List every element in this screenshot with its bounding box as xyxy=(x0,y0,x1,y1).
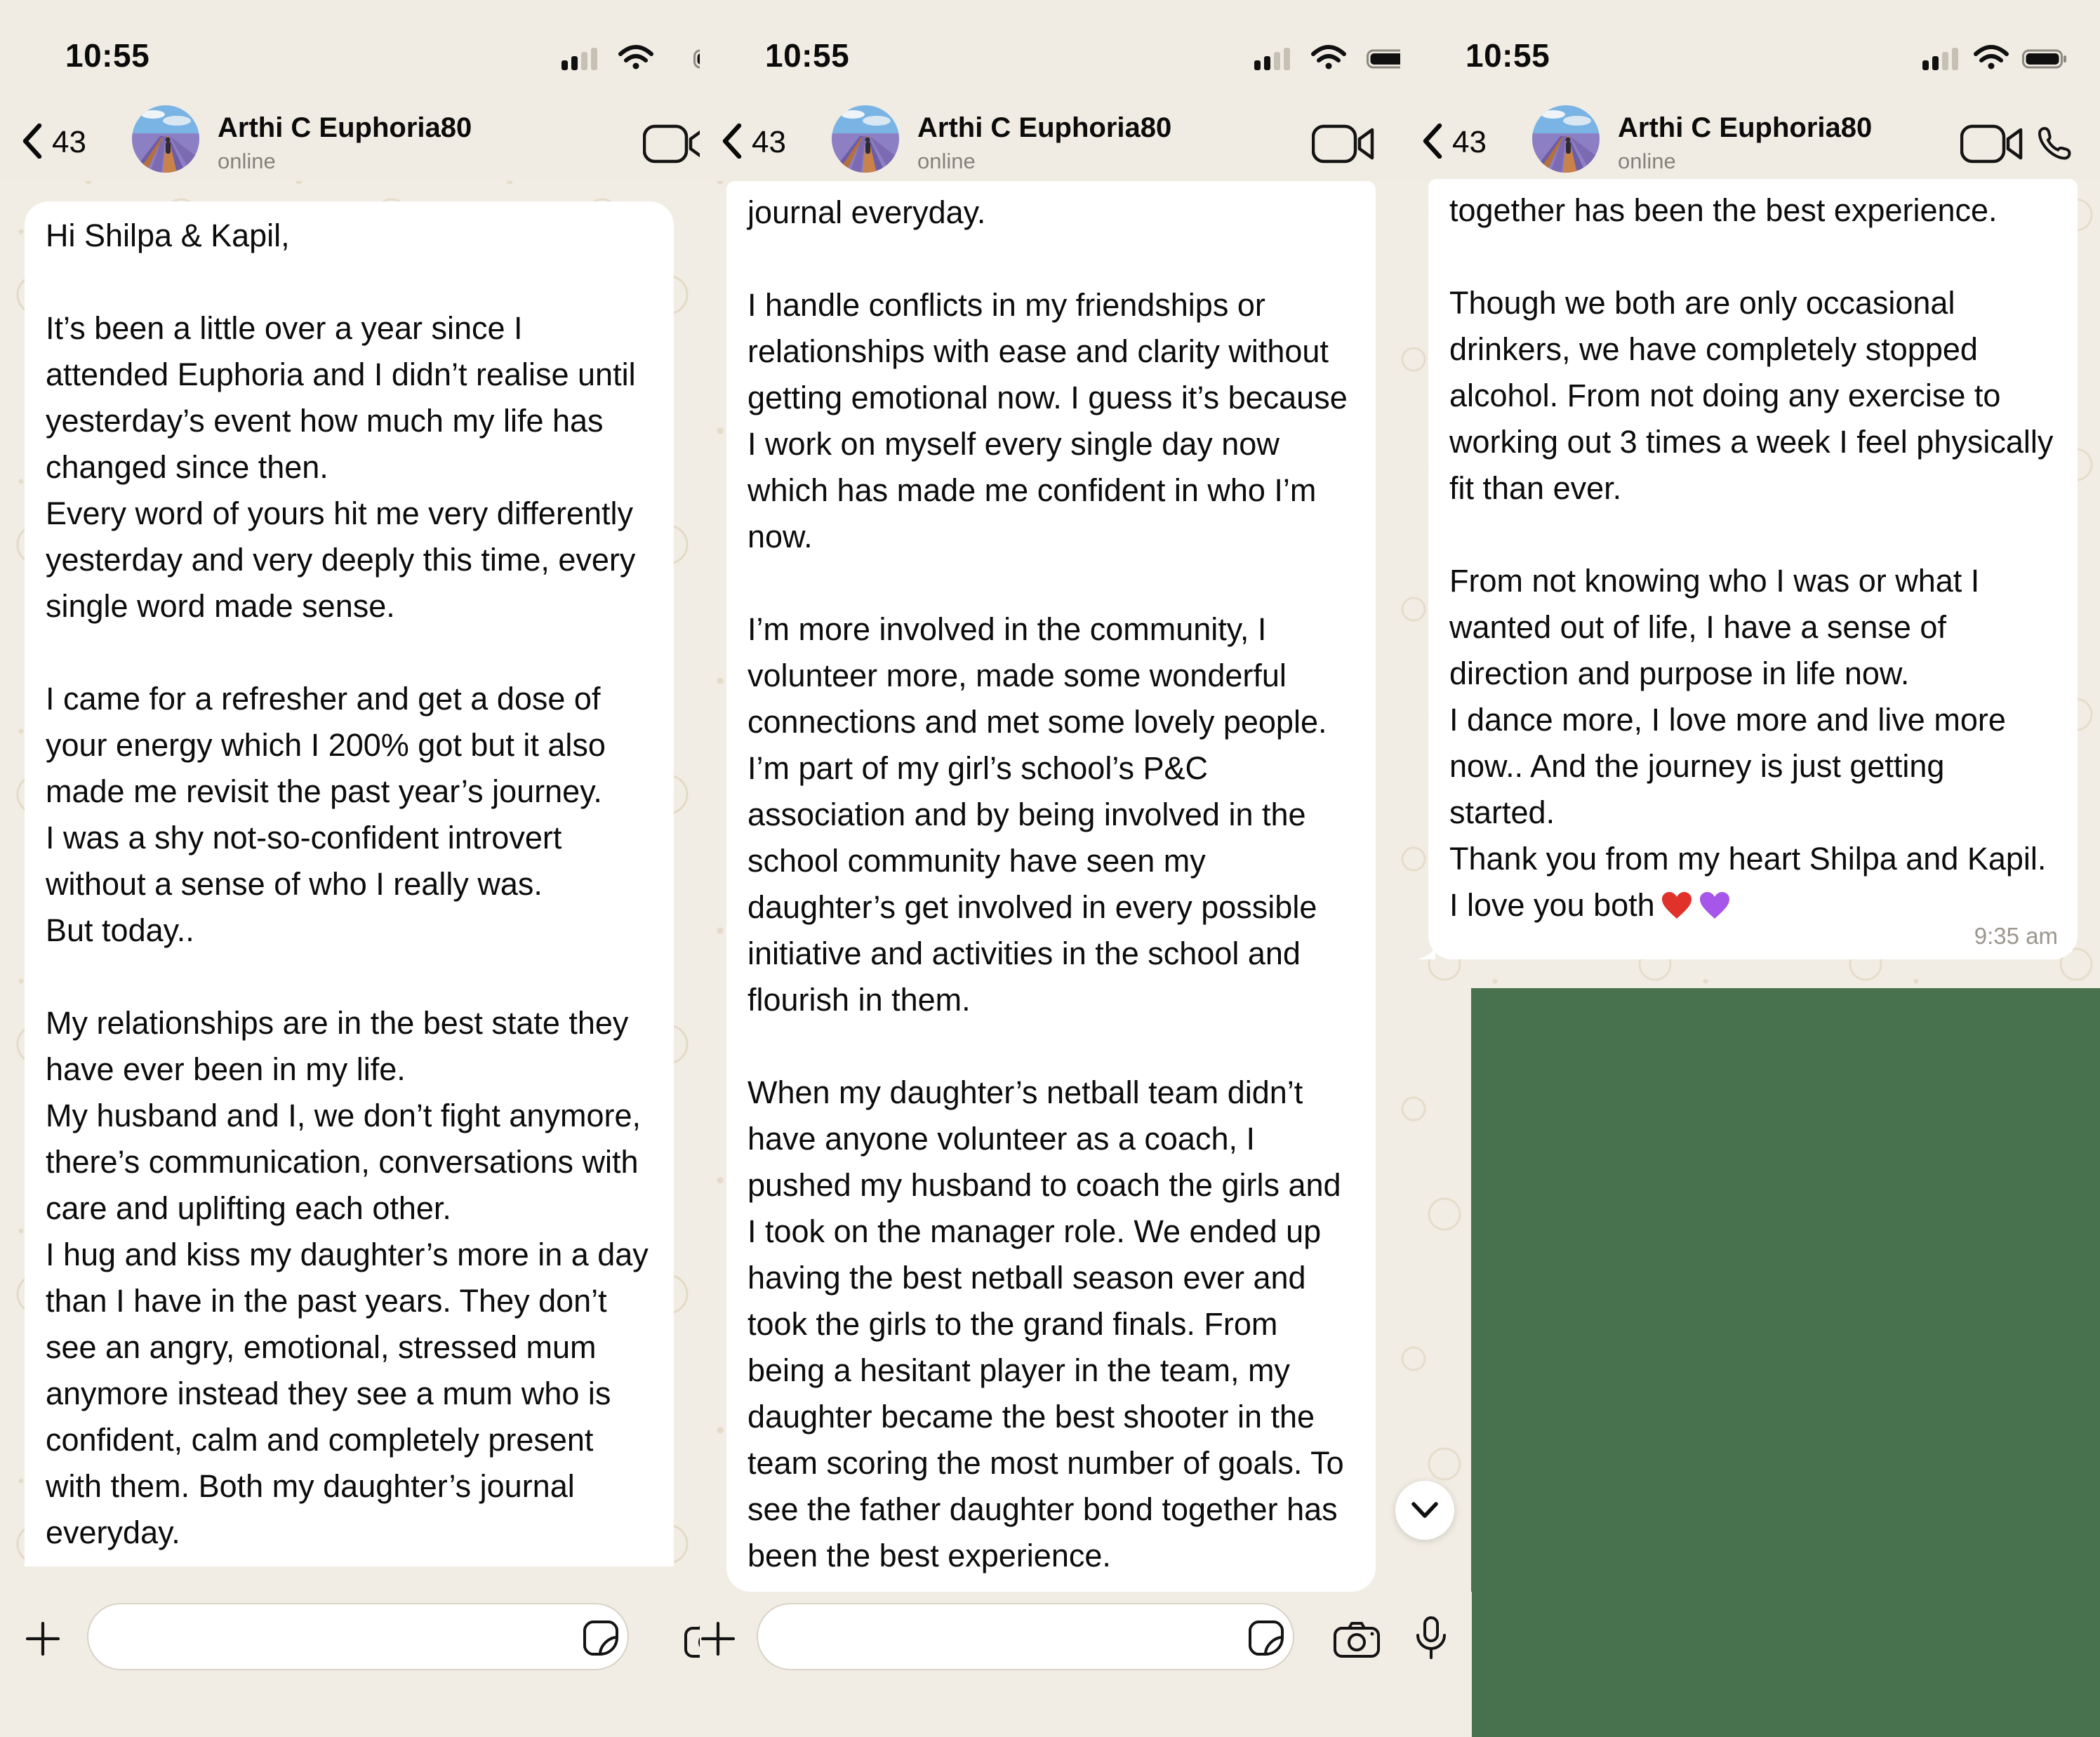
sticker-icon[interactable] xyxy=(581,1618,620,1658)
status-time: 10:55 xyxy=(1466,37,1550,74)
message-bubble-part-3 xyxy=(1428,179,2078,959)
green-image-placeholder xyxy=(1471,988,2100,1737)
message-blank-line xyxy=(1449,234,2056,280)
message-text-line: My relationships are in the best state they have ever been in my life. xyxy=(46,1005,629,1087)
back-chevron-icon[interactable] xyxy=(22,124,42,159)
contact-name: Arthi C Euphoria80 xyxy=(1618,112,1873,143)
battery-icon xyxy=(2022,48,2068,70)
message-input-bar-panel-1 xyxy=(0,1592,700,1737)
message-blank-line xyxy=(1449,512,2056,558)
message-blank-line xyxy=(747,560,1355,606)
signal-strength-icon xyxy=(1922,46,1967,70)
microphone-icon[interactable] xyxy=(1411,1616,1451,1662)
message-body xyxy=(747,189,1355,1579)
message-text-line: I’m part of my girl’s school’s P&C association and by being involved in the school community have seen my daughter’s get involved in every possible initiative and activities in the school and flourish in them. xyxy=(747,750,1317,1018)
avatar[interactable] xyxy=(132,105,199,173)
message-text-line: I hug and kiss my daughter’s more in a day than I have in the past years. They don’t see an angry, emotional, stressed mum anymore instead they see a mum who is confident, calm and completely present with them. Both my daughter’s journal everyday. xyxy=(46,1237,649,1550)
purple-heart-emoji xyxy=(1699,891,1731,920)
message-text-line: I came for a refresher and get a dose of your energy which I 200% got but it also made me revisit the past year’s journey. xyxy=(46,681,606,809)
wifi-icon xyxy=(618,44,654,70)
message-bubble-part-2 xyxy=(726,181,1376,1592)
message-text-line: Hi Shilpa & Kapil, xyxy=(46,218,290,253)
message-text-line: Every word of yours hit me very differently yesterday and very deeply this time, every single word made sense. xyxy=(46,495,636,624)
video-call-icon[interactable] xyxy=(643,124,700,164)
avatar[interactable] xyxy=(832,105,899,173)
presence-status: online xyxy=(1618,149,1676,173)
wifi-icon xyxy=(1310,44,1347,70)
message-text-line: When my daughter’s netball team didn’t have anyone volunteer as a coach, I pushed my husband to coach the girls and I took on the manager role. We ended up having the best netball season ever and took the girls to the grand finals. From being a hesitant player in the team, my daughter became the best shooter in the team scoring the most number of goals. To see the father daughter bond together has been the best experience. xyxy=(747,1074,1344,1573)
battery-icon xyxy=(1367,48,1400,70)
message-blank-line xyxy=(747,236,1355,282)
message-text-line: My husband and I, we don’t fight anymore, there’s communication, conversations with care and uplifting each other. xyxy=(46,1098,641,1226)
back-chevron-icon[interactable] xyxy=(1423,124,1442,159)
avatar-lavender-field-photo xyxy=(1532,105,1600,173)
message-text-input[interactable] xyxy=(757,1603,1294,1670)
status-time: 10:55 xyxy=(765,37,850,74)
camera-icon[interactable] xyxy=(1334,1620,1380,1659)
message-bubble-part-1 xyxy=(25,201,674,1566)
chat-header-panel-1 xyxy=(0,0,700,181)
chat-header-panel-3 xyxy=(1400,0,2100,181)
avatar-lavender-field-photo xyxy=(132,105,199,173)
unread-count-badge[interactable]: 43 xyxy=(1452,125,1487,159)
plus-icon[interactable] xyxy=(700,1621,736,1656)
presence-status: online xyxy=(218,149,276,173)
phone-call-icon[interactable] xyxy=(2036,125,2073,161)
sticker-icon[interactable] xyxy=(1247,1618,1286,1658)
message-text-input[interactable] xyxy=(87,1603,629,1670)
contact-name: Arthi C Euphoria80 xyxy=(218,112,472,143)
love-line-text: I love you both xyxy=(1449,887,1655,923)
message-text-line xyxy=(1449,882,2056,929)
scroll-to-bottom-button[interactable] xyxy=(1395,1481,1454,1540)
message-body xyxy=(46,213,653,1556)
back-chevron-icon[interactable] xyxy=(722,124,742,159)
message-blank-line xyxy=(747,1023,1355,1070)
signal-strength-icon xyxy=(561,46,606,70)
message-text-line: I was a shy not-so-confident introvert without a sense of who I really was. xyxy=(46,820,562,902)
message-blank-line xyxy=(46,954,653,1000)
video-call-icon[interactable] xyxy=(1960,124,2025,164)
message-text-line: I handle conflicts in my friendships or relationships with ease and clarity without getting emotional now. I guess it’s because I work on myself every single day now which has made me confident in who I’m now. xyxy=(747,287,1348,554)
wifi-icon xyxy=(1973,44,2009,70)
message-text-line: But today.. xyxy=(46,912,194,948)
message-blank-line xyxy=(46,630,653,676)
unread-count-badge[interactable]: 43 xyxy=(752,125,786,159)
message-text-line: together has been the best experience. xyxy=(1449,192,1998,228)
unread-count-badge[interactable]: 43 xyxy=(52,125,86,159)
red-heart-emoji xyxy=(1661,891,1693,920)
message-text-line: journal everyday. xyxy=(747,194,986,230)
bubble-tail xyxy=(1417,943,1435,959)
message-input-bar-panel-2 xyxy=(700,1592,1472,1737)
message-text-line: Thank you from my heart Shilpa and Kapil. xyxy=(1449,841,2047,877)
presence-status: online xyxy=(917,149,976,173)
signal-strength-icon xyxy=(1254,46,1299,70)
avatar[interactable] xyxy=(1532,105,1600,173)
avatar-lavender-field-photo xyxy=(832,105,899,173)
chevron-down-icon xyxy=(1411,1501,1439,1519)
message-text-line: From not knowing who I was or what I wanted out of life, I have a sense of direction and purpose in life now. xyxy=(1449,563,1980,691)
message-text-line: It’s been a little over a year since I attended Euphoria and I didn’t realise until yesterday’s event how much my life has changed since then. xyxy=(46,310,636,485)
status-time: 10:55 xyxy=(65,37,150,74)
camera-icon[interactable] xyxy=(684,1620,700,1659)
video-call-icon[interactable] xyxy=(1312,124,1376,164)
message-body xyxy=(1449,187,2056,882)
message-timestamp: 9:35 am xyxy=(1974,923,2058,949)
message-text-line: Though we both are only occasional drinkers, we have completely stopped alcohol. From not doing any exercise to working out 3 times a week I feel physically fit than ever. xyxy=(1449,285,2054,506)
chat-header-panel-2 xyxy=(700,0,1400,181)
message-text-line: I’m more involved in the community, I volunteer more, made some wonderful connections and met some lovely people. xyxy=(747,611,1327,740)
message-text-line: I dance more, I love more and live more now.. And the journey is just getting started. xyxy=(1449,702,2006,830)
contact-name: Arthi C Euphoria80 xyxy=(917,112,1172,143)
plus-icon[interactable] xyxy=(25,1621,60,1656)
message-blank-line xyxy=(46,259,653,305)
